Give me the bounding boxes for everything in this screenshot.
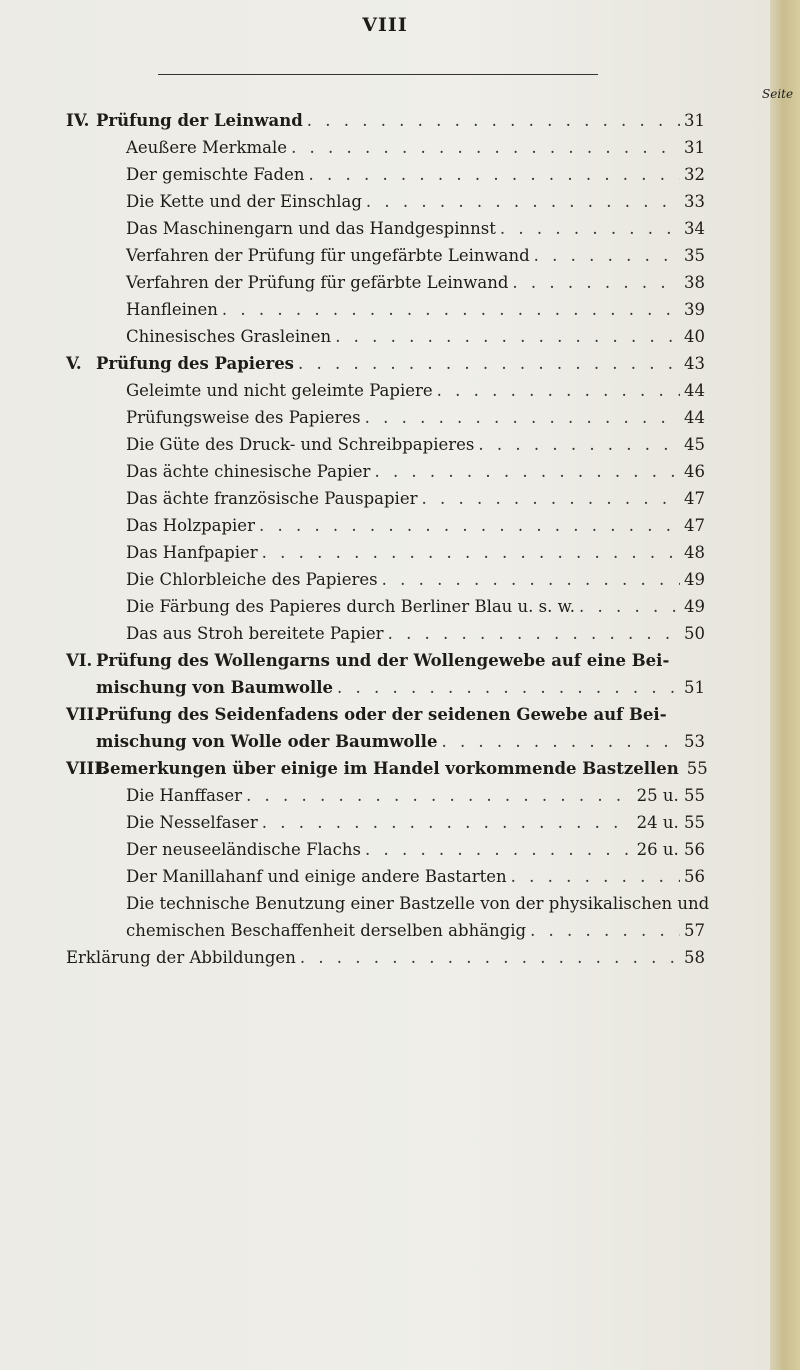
toc-entry-title: Die Färbung des Papieres durch Berliner Blau u. s. w.	[126, 597, 576, 616]
toc-entry	[126, 594, 705, 620]
toc-entry-page: 40	[684, 327, 705, 346]
toc-entry-page: 25 u. 55	[636, 786, 705, 805]
toc-entry	[126, 162, 705, 188]
toc-entry-title: Die Hanffaser	[126, 786, 243, 805]
toc-entry-title: Chinesisches Grasleinen	[126, 327, 332, 346]
toc-entry-page: 32	[684, 165, 705, 184]
toc-entry	[126, 432, 705, 458]
toc-entry-number: V.	[66, 354, 82, 373]
leader-dots	[382, 567, 680, 593]
toc-entry-title: Das Hanfpapier	[126, 543, 258, 562]
toc-entry-page: 44	[684, 408, 705, 427]
toc-entry	[126, 540, 705, 566]
toc-entry-title: Das ächte französische Pauspapier	[126, 489, 418, 508]
toc-entry	[126, 378, 705, 404]
toc-entry-page: 35	[684, 246, 705, 265]
toc-entry-page: 47	[684, 516, 705, 535]
toc-entry-page: 34	[684, 219, 705, 238]
leader-dots	[298, 351, 680, 377]
leader-dots	[259, 513, 680, 539]
toc-entry-title: Die Kette und der Einschlag	[126, 192, 362, 211]
leader-dots	[262, 810, 633, 836]
toc-entry-page: 50	[684, 624, 705, 643]
toc-entry-title: Die Nesselfaser	[126, 813, 258, 832]
toc-entry-page: 49	[684, 570, 705, 589]
toc-entry-number: VIII.	[66, 759, 108, 778]
toc-entry-title: Hanfleinen	[126, 300, 218, 319]
toc-entry-page: 39	[684, 300, 705, 319]
toc-entry	[126, 864, 705, 890]
toc-entry-page: 49	[684, 597, 705, 616]
toc-entry	[66, 945, 705, 971]
toc-entry-title: Verfahren der Prüfung für gefärbte Leinwand	[126, 273, 509, 292]
leader-dots	[335, 324, 680, 350]
leader-dots	[388, 621, 680, 647]
leader-dots	[246, 783, 633, 809]
leader-dots	[307, 108, 680, 134]
leader-dots	[579, 594, 680, 620]
leader-dots	[291, 135, 680, 161]
toc-entry-title-line: Prüfung des Seidenfadens oder der seidenen Gewebe auf Bei-	[96, 705, 667, 724]
toc-entry-title: Prüfungsweise des Papieres	[126, 408, 361, 427]
leader-dots	[500, 216, 680, 242]
toc-entry	[126, 459, 705, 485]
toc-entry-page: 55	[686, 759, 708, 778]
toc-entry-page: 58	[684, 948, 705, 967]
toc-entry	[126, 810, 705, 836]
toc-entry-title: Der neuseeländische Flachs	[126, 840, 361, 859]
toc-entry-title: Das Holzpapier	[126, 516, 255, 535]
toc-entry-title: Die Chlorbleiche des Papieres	[126, 570, 378, 589]
toc-entry-number: IV.	[66, 111, 90, 130]
toc-entry	[126, 243, 705, 269]
toc-entry-title: Die Güte des Druck- und Schreibpapieres	[126, 435, 475, 454]
toc-entry-title: Prüfung des Papieres	[96, 354, 294, 373]
toc-entry-title: Der gemischte Faden	[126, 165, 305, 184]
toc-entry-title: mischung von Wolle oder Baumwolle	[96, 732, 438, 751]
toc-entry-title-line: Die technische Benutzung einer Bastzelle von der physikalischen und	[126, 894, 710, 913]
leader-dots	[374, 459, 680, 485]
toc-entry-page: 44	[684, 381, 705, 400]
toc-entry-page: 45	[684, 435, 705, 454]
toc-entry-page: 46	[684, 462, 705, 481]
leader-dots	[530, 918, 680, 944]
toc-entry-title: Das Maschinengarn und das Handgespinnst	[126, 219, 496, 238]
toc-entry-title: Erklärung der Abbildungen	[66, 948, 296, 967]
toc-entry-title: Der Manillahanf und einige andere Bastarten	[126, 867, 507, 886]
toc-entry	[126, 621, 705, 647]
leader-dots	[421, 486, 680, 512]
toc-entry	[96, 729, 705, 755]
toc-entry-page: 57	[684, 921, 705, 940]
toc-entry	[126, 216, 705, 242]
toc-entry-page: 26 u. 56	[636, 840, 705, 859]
toc-entry	[126, 837, 705, 863]
toc-entry-title: Das ächte chinesische Papier	[126, 462, 371, 481]
leader-dots	[511, 864, 680, 890]
toc-entry-number: VII.	[66, 705, 100, 724]
toc-entry-title: Prüfung der Leinwand	[96, 111, 303, 130]
toc-entry	[96, 675, 705, 701]
toc-entry-page: 31	[684, 138, 705, 157]
toc-entry-title: Das aus Stroh bereitete Papier	[126, 624, 384, 643]
toc-entry-title: Geleimte und nicht geleimte Papiere	[126, 381, 433, 400]
leader-dots	[300, 945, 680, 971]
toc-entry	[126, 513, 705, 539]
leader-dots	[337, 675, 680, 701]
toc-entry-page: 38	[684, 273, 705, 292]
column-label: Seite	[762, 87, 794, 101]
toc-entry	[126, 270, 705, 296]
toc-entry-page: 48	[684, 543, 705, 562]
toc-entry-page: 51	[684, 678, 705, 697]
toc-entry	[126, 297, 705, 323]
toc-entry	[96, 351, 705, 377]
leader-dots	[441, 729, 680, 755]
leader-dots	[262, 540, 680, 566]
toc-entry-title: Verfahren der Prüfung für ungefärbte Leinwand	[126, 246, 530, 265]
toc-entry	[96, 108, 705, 134]
leader-dots	[512, 270, 680, 296]
toc-entry-page: 53	[684, 732, 705, 751]
toc-entry	[126, 918, 705, 944]
toc-entry-page: 47	[684, 489, 705, 508]
toc-entry-title: Aeußere Merkmale	[126, 138, 288, 157]
toc-entry	[126, 324, 705, 350]
toc-entry-page: 56	[684, 867, 705, 886]
leader-dots	[308, 162, 680, 188]
toc-entry-number: VI.	[66, 651, 93, 670]
leader-dots	[534, 243, 680, 269]
toc-entry	[126, 189, 705, 215]
leader-dots	[365, 405, 680, 431]
toc-entry-page: 31	[684, 111, 705, 130]
leader-dots	[365, 837, 633, 863]
leader-dots	[478, 432, 680, 458]
toc-entry	[126, 135, 705, 161]
leader-dots	[222, 297, 680, 323]
toc-entry-page: 24 u. 55	[636, 813, 705, 832]
toc-entry-title-line: Prüfung des Wollengarns und der Wollengewebe auf eine Bei-	[96, 651, 670, 670]
toc-entry	[126, 405, 705, 431]
toc-entry-title: mischung von Baumwolle	[96, 678, 334, 697]
toc-entry-title: chemischen Beschaffenheit derselben abhängig	[126, 921, 527, 940]
header-rule	[158, 74, 598, 75]
toc-entry-page: 43	[684, 354, 705, 373]
leader-dots	[437, 378, 680, 404]
toc-entry-title: Bemerkungen über einige im Handel vorkommende Bastzellen	[96, 759, 679, 778]
toc-entry	[126, 783, 705, 809]
toc-entry	[96, 756, 708, 782]
toc-entry	[126, 486, 705, 512]
leader-dots	[366, 189, 680, 215]
page-number: VIII	[362, 14, 408, 36]
page-edge	[770, 0, 800, 1370]
toc-entry-page: 33	[684, 192, 705, 211]
toc-entry	[126, 567, 705, 593]
